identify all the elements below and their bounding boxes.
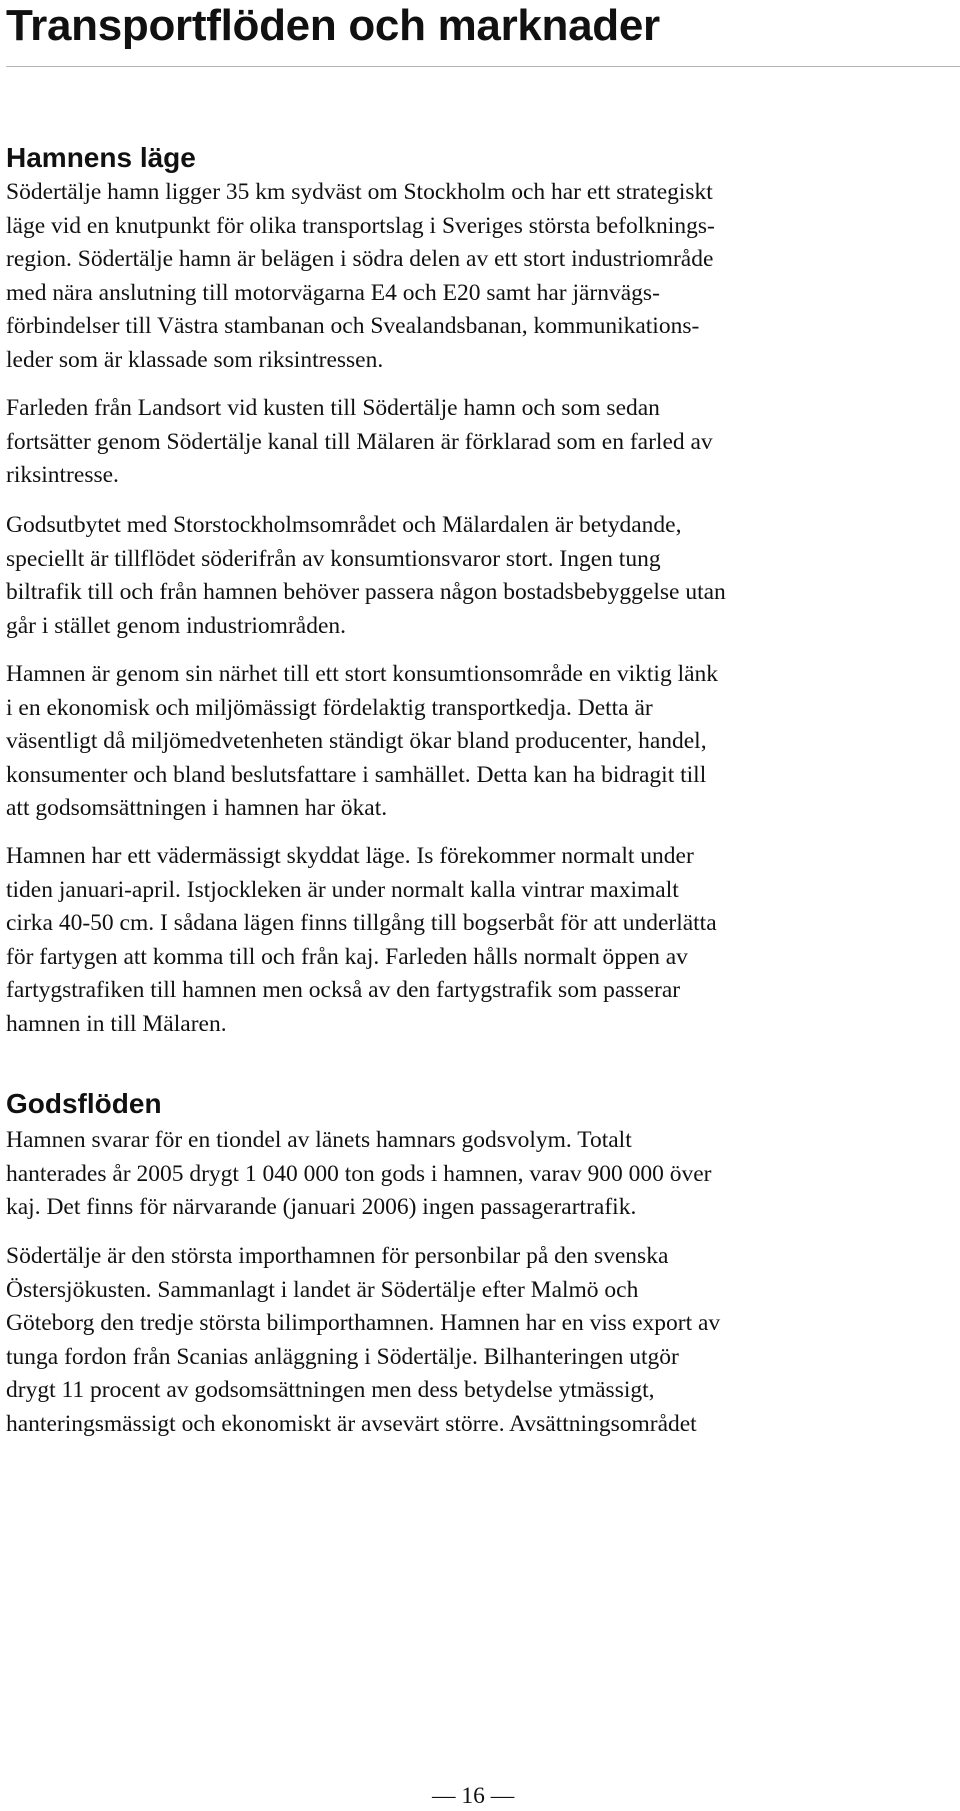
paragraph-hamnens-lage-2 — [6, 392, 958, 493]
text-line: i en ekonomisk och miljömässigt fördelaktig transportkedja. Detta är — [6, 694, 653, 721]
title-divider — [6, 66, 960, 67]
text-line: fartygstrafiken till hamnen men också av den fartygstrafik som passerar — [6, 977, 681, 1003]
text-line: med nära anslutning till motorvägarna E4 och E20 samt har järnvägs- — [6, 279, 660, 306]
text-line: tiden januari-april. Istjockleken är under normalt kalla vintrar maximalt — [6, 876, 679, 903]
text-line: Hamnen svarar för en tiondel av länets hamnars godsvolym. Totalt — [6, 1127, 632, 1153]
text-line: konsumenter och bland beslutsfattare i samhället. Detta kan ha bidragit till — [6, 761, 707, 788]
text-line: Södertälje hamn ligger 35 km sydväst om Stockholm och har ett strategiskt — [6, 179, 713, 205]
text-line: Godsutbytet med Storstockholmsområdet och Mälardalen är betydande, — [6, 512, 682, 538]
text-line: Hamnen har ett vädermässigt skyddat läge. Is förekommer normalt under — [6, 843, 694, 869]
section-heading-godsfloden: Godsflöden — [6, 1088, 162, 1119]
text-line: region. Södertälje hamn är belägen i södra delen av ett stort industriområde — [6, 246, 714, 272]
text-line: att godsomsättningen i hamnen har ökat. — [6, 795, 388, 821]
text-line: hanterades år 2005 drygt 1 040 000 ton gods i hamnen, varav 900 000 över — [6, 1160, 712, 1187]
text-line: går i stället genom industriområden. — [6, 612, 347, 639]
text-line: hanteringsmässigt och ekonomiskt är avsevärt större. Avsättningsområdet — [6, 1410, 697, 1437]
paragraph-hamnens-lage-4 — [6, 658, 958, 826]
paragraph-hamnens-lage-1 — [6, 176, 958, 377]
paragraph-hamnens-lage-3 — [6, 509, 958, 643]
text-line: riksintresse. — [6, 462, 119, 488]
text-line: cirka 40-50 cm. I sådana lägen finns tillgång till bogserbåt för att underlätta — [6, 910, 717, 936]
text-line: kaj. Det finns för närvarande (januari 2006) ingen passagerartrafik. — [6, 1194, 637, 1220]
text-line: förbindelser till Västra stambanan och Svealandsbanan, kommunikations- — [6, 313, 700, 339]
page-number: — 16 — — [432, 1783, 515, 1809]
section-heading-hamnens-lage: Hamnens läge — [6, 142, 196, 173]
paragraph-godsfloden-2 — [6, 1240, 958, 1441]
text-line: hamnen in till Mälaren. — [6, 1010, 227, 1037]
text-line: drygt 11 procent av godsomsättningen men dess betydelse ytmässigt, — [6, 1377, 655, 1403]
text-line: Göteborg den tredje största bilimporthamnen. Hamnen har en viss export av — [6, 1310, 721, 1336]
text-line: Södertälje är den största importhamnen för personbilar på den svenska — [6, 1243, 669, 1269]
text-line: fortsätter genom Södertälje kanal till Mälaren är förklarad som en farled av — [6, 428, 713, 455]
text-line: Farleden från Landsort vid kusten till Södertälje hamn och som sedan — [6, 395, 660, 421]
page-title: Transportflöden och marknader — [6, 1, 660, 50]
text-line: för fartygen att komma till och från kaj. Farleden hålls normalt öppen av — [6, 943, 688, 970]
text-line: speciellt är tillflödet söderifrån av konsumtionsvaror stort. Ingen tung — [6, 545, 661, 572]
text-line: Östersjökusten. Sammanlagt i landet är Södertälje efter Malmö och — [6, 1276, 639, 1303]
text-line: Hamnen är genom sin närhet till ett stort konsumtionsområde en viktig länk — [6, 661, 719, 687]
paragraph-godsfloden-1 — [6, 1124, 958, 1225]
text-line: tunga fordon från Scanias anläggning i Södertälje. Bilhanteringen utgör — [6, 1343, 679, 1370]
paragraph-hamnens-lage-5 — [6, 840, 958, 1041]
text-line: läge vid en knutpunkt för olika transportslag i Sveriges största befolknings- — [6, 212, 715, 239]
text-line: biltrafik till och från hamnen behöver passera någon bostadsbebyggelse utan — [6, 579, 726, 605]
text-line: leder som är klassade som riksintressen. — [6, 346, 384, 373]
text-line: väsentligt då miljömedvetenheten ständigt ökar bland producenter, handel, — [6, 728, 707, 754]
